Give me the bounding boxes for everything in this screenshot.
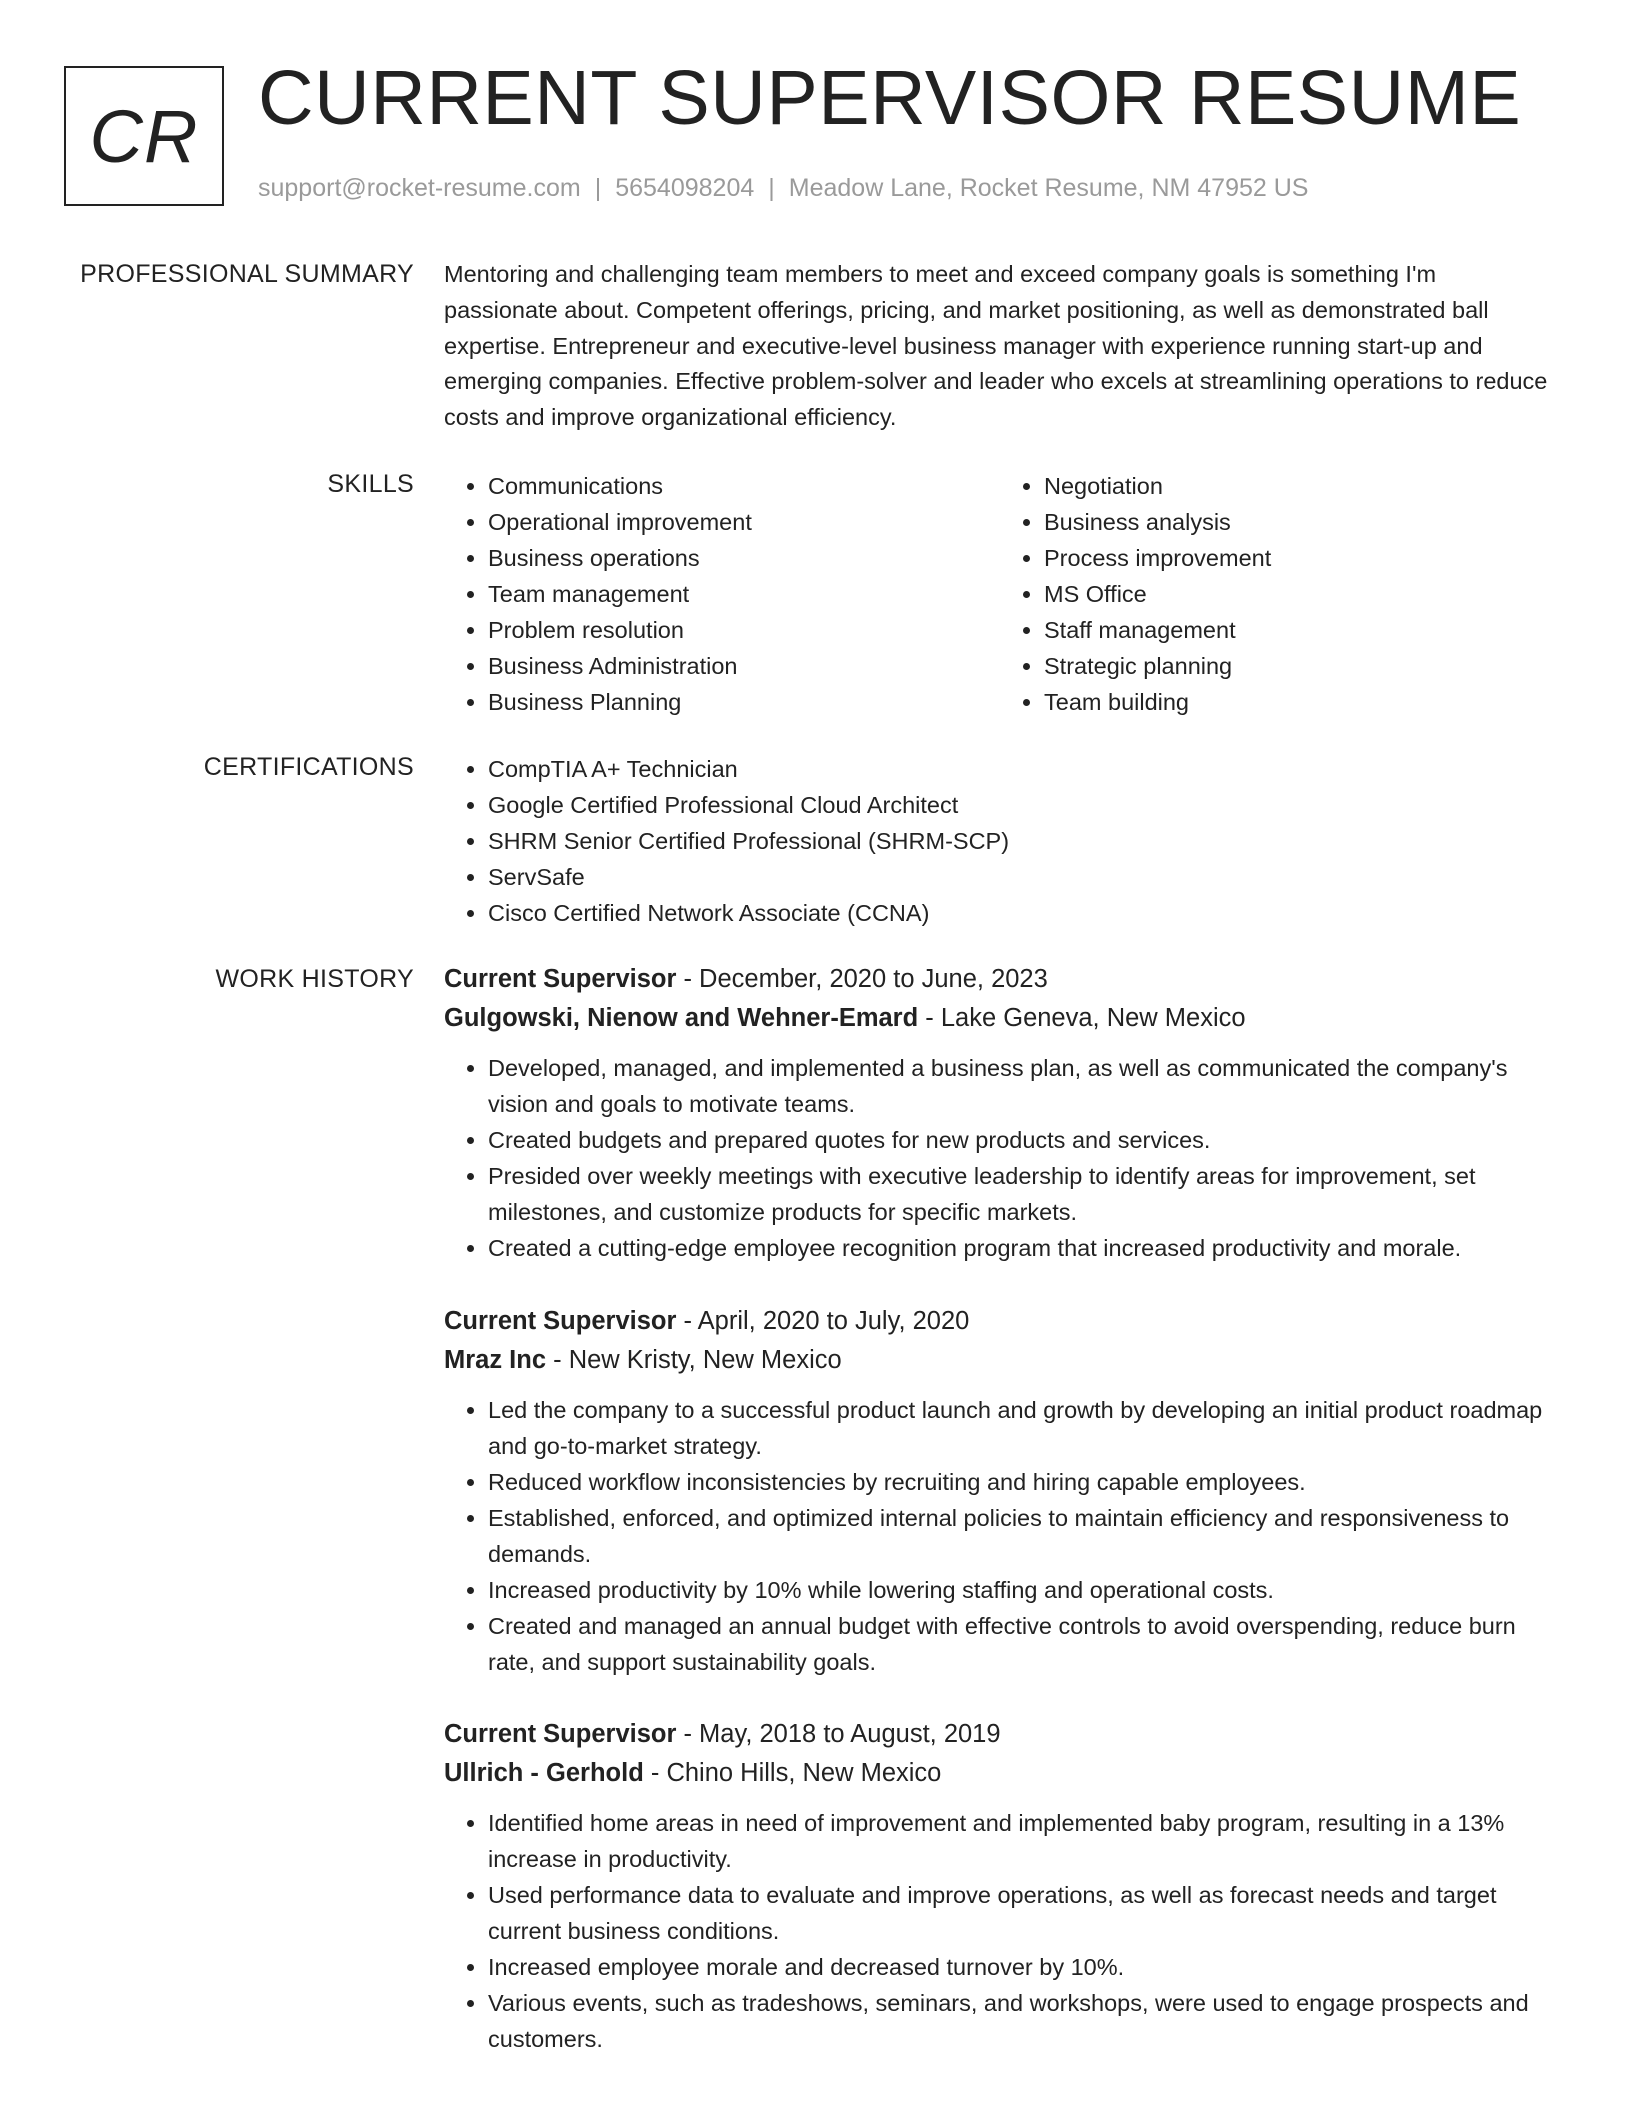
resume-title: CURRENT SUPERVISOR RESUME [258, 55, 1522, 141]
job-title: Current Supervisor [444, 965, 677, 993]
job-bullet: • Established, enforced, and optimized internal policies to maintain efficiency and responsiveness to demands. [488, 1500, 1556, 1572]
skill-item: • MS Office [1044, 576, 1556, 612]
skills-list-left [444, 468, 1000, 720]
job-title: Current Supervisor [444, 1307, 677, 1335]
certification-item: • ServSafe [488, 859, 1556, 895]
work-history-label: WORK HISTORY [215, 965, 414, 993]
job-bullet: • Used performance data to evaluate and improve operations, as well as forecast needs and target current business conditions. [488, 1877, 1556, 1949]
job-company: Ullrich - Gerhold [444, 1759, 644, 1787]
skill-item: • Process improvement [1044, 540, 1556, 576]
skill-item: • Business analysis [1044, 504, 1556, 540]
job-title-line [444, 1715, 1556, 1754]
skill-item: • Operational improvement [488, 504, 1000, 540]
skill-item: • Problem resolution [488, 612, 1000, 648]
job-bullet: • Reduced workflow inconsistencies by recruiting and hiring capable employees. [488, 1464, 1556, 1500]
job-company-line [444, 1754, 1556, 1793]
contact-phone[interactable]: 5654098204 [615, 174, 755, 202]
job-bullet: • Developed, managed, and implemented a business plan, as well as communicated the company's vision and goals to motivate teams. [488, 1050, 1556, 1122]
certifications-list [444, 751, 1556, 931]
contact-line [258, 174, 1308, 203]
job-entry [444, 960, 1556, 1266]
job-company-line [444, 1341, 1556, 1380]
job-bullets [444, 1392, 1556, 1680]
job-bullet: • Led the company to a successful product launch and growth by developing an initial product roadmap and go-to-market strategy. [488, 1392, 1556, 1464]
job-dates: - December, 2020 to June, 2023 [676, 965, 1048, 993]
job-bullet: • Identified home areas in need of improvement and implemented baby program, resulting in a 13% increase in productivity. [488, 1805, 1556, 1877]
skill-item: • Team building [1044, 684, 1556, 720]
job-bullet: • Created a cutting-edge employee recognition program that increased productivity and morale. [488, 1230, 1556, 1266]
job-company: Mraz Inc [444, 1346, 547, 1374]
summary-label: PROFESSIONAL SUMMARY [80, 260, 414, 288]
job-title-line [444, 960, 1556, 999]
job-entry [444, 1715, 1556, 2057]
job-location: - Chino Hills, New Mexico [643, 1759, 942, 1787]
certifications-label: CERTIFICATIONS [203, 753, 414, 781]
skill-item: • Business operations [488, 540, 1000, 576]
skills-list-right [1000, 468, 1556, 720]
job-dates: - May, 2018 to August, 2019 [676, 1720, 1001, 1748]
skills-label: SKILLS [327, 470, 414, 498]
certification-item: • Google Certified Professional Cloud Architect [488, 787, 1556, 823]
contact-address: Meadow Lane, Rocket Resume, NM 47952 US [788, 174, 1309, 202]
job-bullet: • Increased productivity by 10% while lowering staffing and operational costs. [488, 1572, 1556, 1608]
job-bullet: • Created budgets and prepared quotes for new products and services. [488, 1122, 1556, 1158]
job-company-line [444, 999, 1556, 1038]
certification-item: • Cisco Certified Network Associate (CCNA) [488, 895, 1556, 931]
certification-item: • CompTIA A+ Technician [488, 751, 1556, 787]
skill-item: • Business Administration [488, 648, 1000, 684]
skill-item: • Business Planning [488, 684, 1000, 720]
job-bullets [444, 1805, 1556, 2057]
certification-item: • SHRM Senior Certified Professional (SHRM-SCP) [488, 823, 1556, 859]
skill-item: • Strategic planning [1044, 648, 1556, 684]
job-title: Current Supervisor [444, 1720, 677, 1748]
job-bullet: • Increased employee morale and decreased turnover by 10%. [488, 1949, 1556, 1985]
job-entry [444, 1302, 1556, 1680]
summary-text: Mentoring and challenging team members to meet and exceed company goals is something I'm passionate about. Competent offerings, pricing, and market positioning, as well as demonstrated ball expertise. Entrepreneur and executive-level business manager with experience running start-up and emerging companies. Effective problem-solver and leader who excels at streamlining operations to reduce costs and improve organizational efficiency. [444, 261, 1548, 431]
monogram-logo: CR [64, 66, 224, 206]
job-bullet: • Various events, such as tradeshows, seminars, and workshops, were used to engage prospects and customers. [488, 1985, 1556, 2057]
job-company: Gulgowski, Nienow and Wehner-Emard [444, 1004, 919, 1032]
job-dates: - April, 2020 to July, 2020 [676, 1307, 970, 1335]
job-title-line [444, 1302, 1556, 1341]
skill-item: • Team management [488, 576, 1000, 612]
job-location: - Lake Geneva, New Mexico [918, 1004, 1246, 1032]
contact-separator: | [768, 174, 775, 202]
job-bullet: • Presided over weekly meetings with executive leadership to identify areas for improvement, set milestones, and customize products for specific markets. [488, 1158, 1556, 1230]
job-bullet: • Created and managed an annual budget with effective controls to avoid overspending, reduce burn rate, and support sustainability goals. [488, 1608, 1556, 1680]
skill-item: • Negotiation [1044, 468, 1556, 504]
contact-separator: | [594, 174, 602, 202]
skill-item: • Communications [488, 468, 1000, 504]
contact-email[interactable]: support@rocket-resume.com [258, 174, 581, 202]
skill-item: • Staff management [1044, 612, 1556, 648]
job-bullets [444, 1050, 1556, 1266]
job-location: - New Kristy, New Mexico [546, 1346, 842, 1374]
